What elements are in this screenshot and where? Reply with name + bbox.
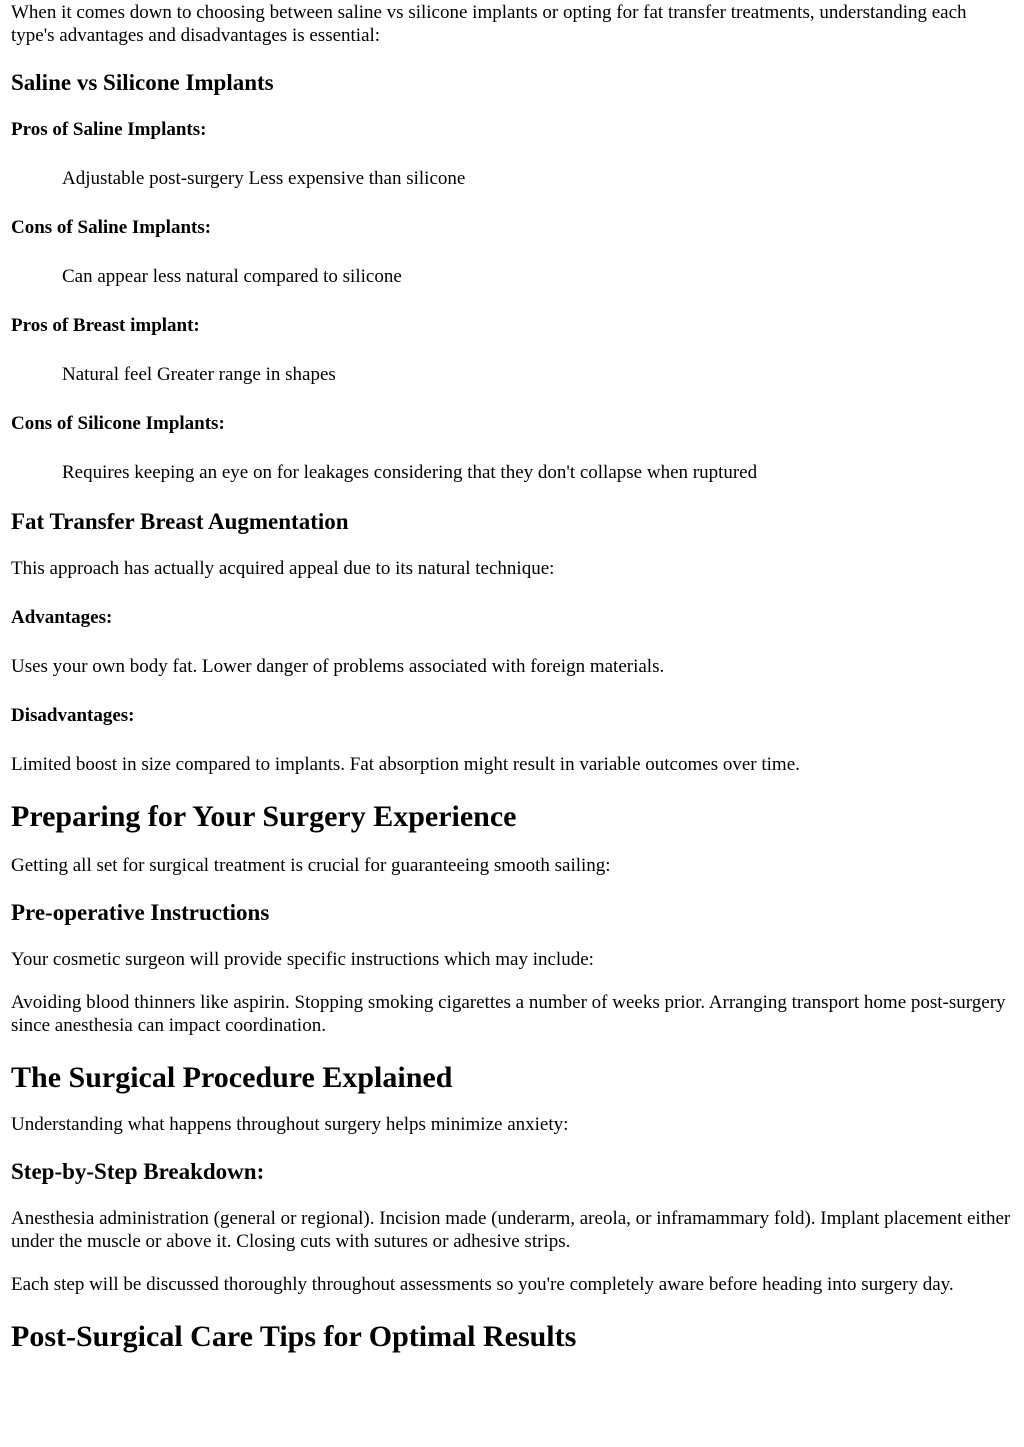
- pros-breast-text: Natural feel Greater range in shapes: [62, 364, 336, 385]
- fat-transfer-intro: This approach has actually acquired appeal due to its natural technique:: [11, 558, 555, 579]
- steps-heading: Step-by-Step Breakdown:: [11, 1159, 265, 1184]
- disadvantages-text: Limited boost in size compared to implants. Fat absorption might result in variable outcomes over time.: [11, 754, 800, 775]
- preparing-intro: Getting all set for surgical treatment is crucial for guaranteeing smooth sailing:: [11, 855, 611, 876]
- steps-text: Anesthesia administration (general or regional). Incision made (underarm, areola, or inframammary fold). Implant placement either under the muscle or above it. Closing cuts with sutures or adhesive strips.: [11, 1208, 1011, 1252]
- section-heading-preparing: Preparing for Your Surgery Experience: [11, 800, 517, 833]
- preop-intro: Your cosmetic surgeon will provide specific instructions which may include:: [11, 949, 594, 970]
- article-body: [0, 1, 1024, 1354]
- section-heading-post-care: Post-Surgical Care Tips for Optimal Results: [11, 1320, 577, 1353]
- procedure-intro: Understanding what happens throughout surgery helps minimize anxiety:: [11, 1114, 569, 1135]
- preop-text: Avoiding blood thinners like aspirin. Stopping smoking cigarettes a number of weeks prior. Arranging transport home post-surgery since anesthesia can impact coordination.: [11, 992, 1006, 1036]
- advantages-heading: Advantages:: [11, 607, 113, 628]
- section-heading-saline-vs-silicone: Saline vs Silicone Implants: [11, 70, 274, 95]
- cons-saline-heading: Cons of Saline Implants:: [11, 217, 212, 238]
- cons-saline-text: Can appear less natural compared to silicone: [62, 266, 402, 287]
- pros-breast-heading: Pros of Breast implant:: [11, 315, 200, 336]
- preop-heading: Pre-operative Instructions: [11, 900, 270, 925]
- advantages-text: Uses your own body fat. Lower danger of problems associated with foreign materials.: [11, 656, 665, 677]
- pros-saline-text: Adjustable post-surgery Less expensive than silicone: [62, 168, 466, 189]
- procedure-closing-text: Each step will be discussed thoroughly throughout assessments so you're completely aware before heading into surgery day.: [11, 1274, 954, 1295]
- disadvantages-heading: Disadvantages:: [11, 705, 135, 726]
- cons-silicone-heading: Cons of Silicone Implants:: [11, 413, 225, 434]
- intro-paragraph: When it comes down to choosing between saline vs silicone implants or opting for fat transfer treatments, understanding each type's advantages and disadvantages is essential:: [11, 2, 967, 46]
- cons-silicone-text: Requires keeping an eye on for leakages considering that they don't collapse when ruptured: [62, 462, 758, 483]
- section-heading-procedure: The Surgical Procedure Explained: [11, 1061, 453, 1094]
- pros-saline-heading: Pros of Saline Implants:: [11, 119, 207, 140]
- section-heading-fat-transfer: Fat Transfer Breast Augmentation: [11, 509, 349, 534]
